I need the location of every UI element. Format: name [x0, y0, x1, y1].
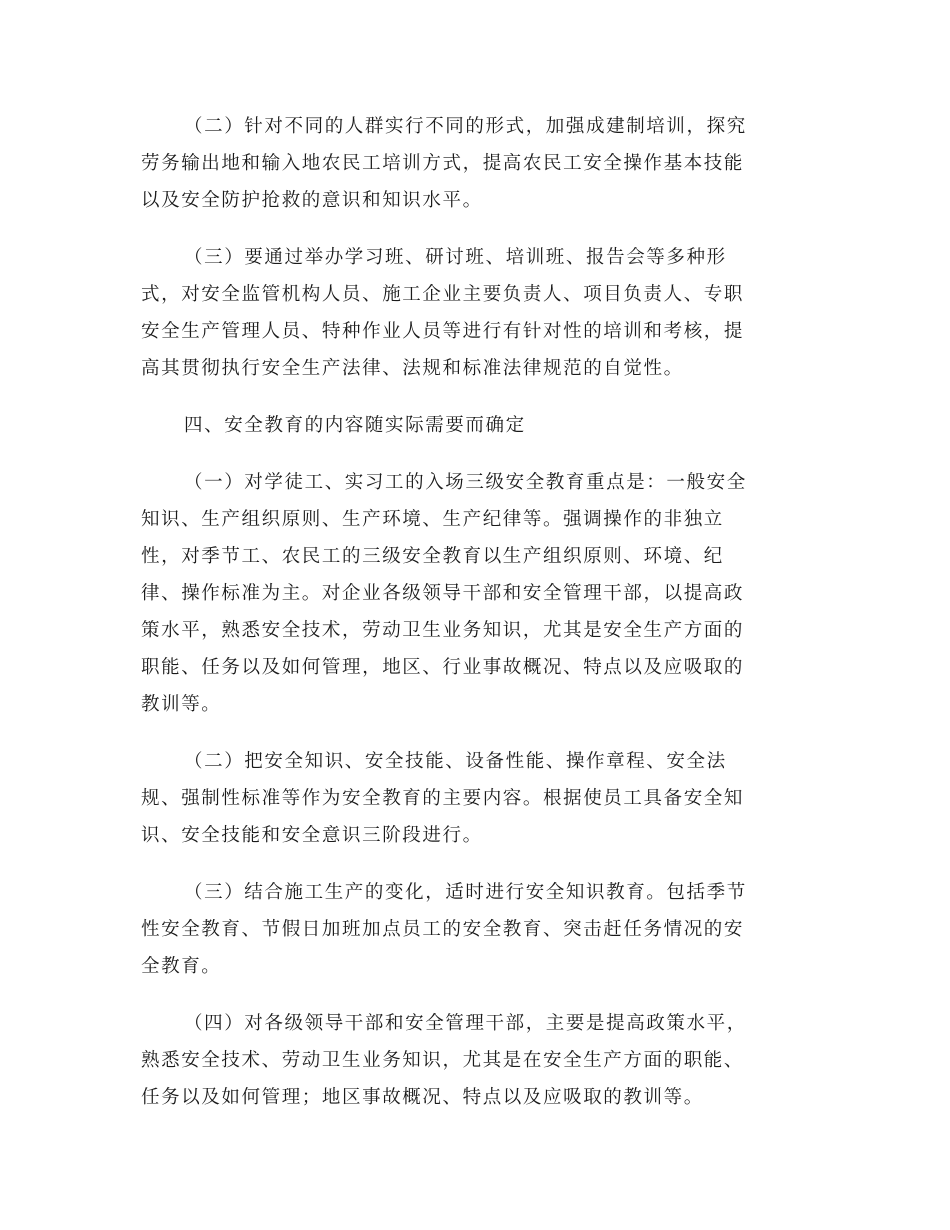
- text-line: 高其贯彻执行安全生产法律、法规和标准法律规范的自觉性。: [141, 358, 684, 379]
- text-line: 识、安全技能和安全意识三阶段进行。: [141, 825, 483, 846]
- paragraph-1-entry-education: [141, 464, 793, 723]
- text-line: 全教育。: [141, 956, 222, 977]
- paragraph-2-training-forms: [141, 108, 793, 219]
- text-line: （三）结合施工生产的变化，适时进行安全知识教育。包括季节: [184, 882, 747, 903]
- paragraph-4-leadership-education: [141, 1005, 793, 1116]
- text-line: （三）要通过举办学习班、研讨班、培训班、报告会等多种形: [184, 247, 727, 268]
- text-line: （四）对各级领导干部和安全管理干部，主要是提高政策水平，: [184, 1013, 747, 1034]
- text-line: 教训等。: [141, 694, 222, 715]
- text-line: （一）对学徒工、实习工的入场三级安全教育重点是：一般安全: [184, 472, 747, 493]
- section-heading: [141, 407, 793, 444]
- text-line: 职能、任务以及如何管理，地区、行业事故概况、特点以及应吸取的: [141, 657, 745, 678]
- paragraph-2-education-content: [141, 743, 793, 854]
- text-line: 知识、生产组织原则、生产环境、生产纪律等。强调操作的非独立: [141, 509, 724, 530]
- text-line: 劳务输出地和输入地农民工培训方式，提高农民工安全操作基本技能: [141, 153, 745, 174]
- text-line: （二）把安全知识、安全技能、设备性能、操作章程、安全法: [184, 751, 727, 772]
- text-line: 性安全教育、节假日加班加点员工的安全教育、突击赶任务情况的安: [141, 919, 745, 940]
- heading-text: 四、安全教育的内容随实际需要而确定: [184, 415, 526, 436]
- text-line: 任务以及如何管理；地区事故概况、特点以及应吸取的教训等。: [141, 1087, 704, 1108]
- text-line: 规、强制性标准等作为安全教育的主要内容。根据使员工具备安全知: [141, 788, 745, 809]
- text-line: （二）针对不同的人群实行不同的形式，加强成建制培训，探究: [184, 116, 747, 137]
- text-line: 安全生产管理人员、特种作业人员等进行有针对性的培训和考核，提: [141, 321, 745, 342]
- text-line: 式，对安全监管机构人员、施工企业主要负责人、项目负责人、专职: [141, 284, 745, 305]
- paragraph-3-timely-education: [141, 874, 793, 985]
- paragraph-3-training-classes: [141, 239, 793, 387]
- document-body: [141, 108, 793, 1136]
- text-line: 律、操作标准为主。对企业各级领导干部和安全管理干部，以提高政: [141, 583, 745, 604]
- text-line: 熟悉安全技术、劳动卫生业务知识，尤其是在安全生产方面的职能、: [141, 1050, 745, 1071]
- text-line: 以及安全防护抢救的意识和知识水平。: [141, 190, 483, 211]
- text-line: 策水平，熟悉安全技术，劳动卫生业务知识，尤其是安全生产方面的: [141, 620, 745, 641]
- text-line: 性，对季节工、农民工的三级安全教育以生产组织原则、环境、纪: [141, 546, 724, 567]
